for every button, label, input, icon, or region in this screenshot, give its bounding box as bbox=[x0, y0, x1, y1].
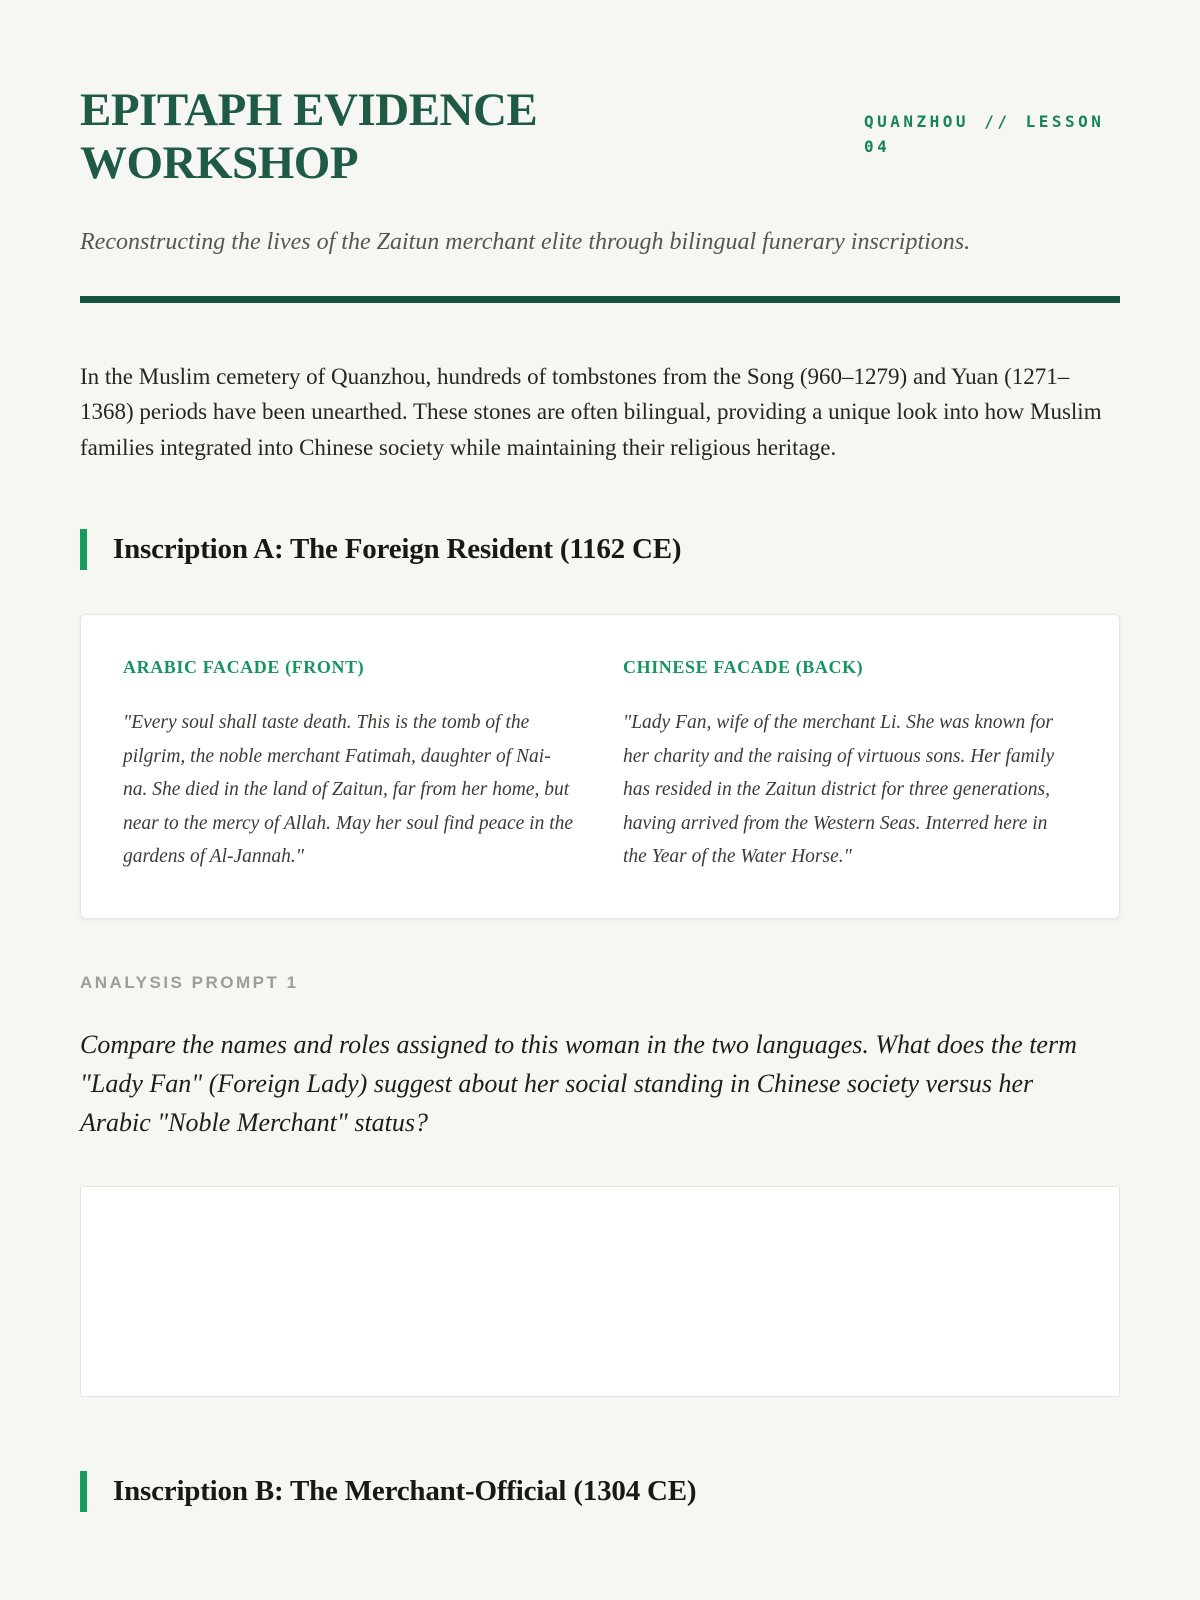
chinese-facade-quote: "Lady Fan, wife of the merchant Li. She was known for her charity and the raising of virtuous sons. Her family has resided in the Zaitun district for three generations, having arrived from the Western Seas. Interred here in the Year of the Water Horse." bbox=[623, 712, 1055, 868]
section-heading-inscription-b bbox=[80, 1471, 1120, 1512]
section-heading-inscription-a bbox=[80, 529, 1120, 570]
arabic-facade-quote: "Every soul shall taste death. This is the tomb of the pilgrim, the noble merchant Fatimah, daughter of Nai-na. She died in the land of Zaitun, far from her home, but near to the mercy of Allah. May her soul find peace in the gardens of Al-Jannah." bbox=[123, 712, 574, 868]
page-header bbox=[80, 84, 1120, 189]
analysis-prompt-label: ANALYSIS PROMPT 1 bbox=[80, 972, 299, 992]
chinese-facade-label: CHINESE FACADE (BACK) bbox=[623, 657, 864, 678]
lesson-kicker: QUANZHOU // LESSON 04 bbox=[864, 112, 1105, 156]
answer-textarea[interactable] bbox=[80, 1186, 1120, 1397]
arabic-facade-column bbox=[123, 657, 575, 874]
inscription-a-card bbox=[80, 614, 1120, 919]
chinese-facade-column bbox=[623, 657, 1075, 874]
page-subtitle: Reconstructing the lives of the Zaitun merchant elite through bilingual funerary inscriptions. bbox=[80, 229, 971, 256]
inscription-b-title: Inscription B: The Merchant-Official (1304 CE) bbox=[113, 1474, 697, 1507]
intro-paragraph: In the Muslim cemetery of Quanzhou, hundreds of tombstones from the Song (960–1279) and Yuan (1271–1368) periods have been unearthed. These stones are often bilingual, providing a unique look into how Muslim families integrated into Chinese society while maintaining their religious heritage. bbox=[80, 364, 1102, 460]
page-title: EPITAPH EVIDENCE WORKSHOP bbox=[80, 84, 538, 189]
analysis-prompt-question: Compare the names and roles assigned to this woman in the two languages. What does the term "Lady Fan" (Foreign Lady) suggest about her social standing in Chinese society versus her Arabic "Noble Merchant" status? bbox=[80, 1029, 1077, 1137]
divider-rule bbox=[80, 296, 1120, 303]
section-accent-bar bbox=[80, 529, 87, 570]
worksheet-page bbox=[80, 0, 1120, 1512]
section-accent-bar bbox=[80, 1471, 87, 1512]
arabic-facade-label: ARABIC FACADE (FRONT) bbox=[123, 657, 365, 678]
inscription-a-title: Inscription A: The Foreign Resident (1162 CE) bbox=[113, 533, 682, 566]
